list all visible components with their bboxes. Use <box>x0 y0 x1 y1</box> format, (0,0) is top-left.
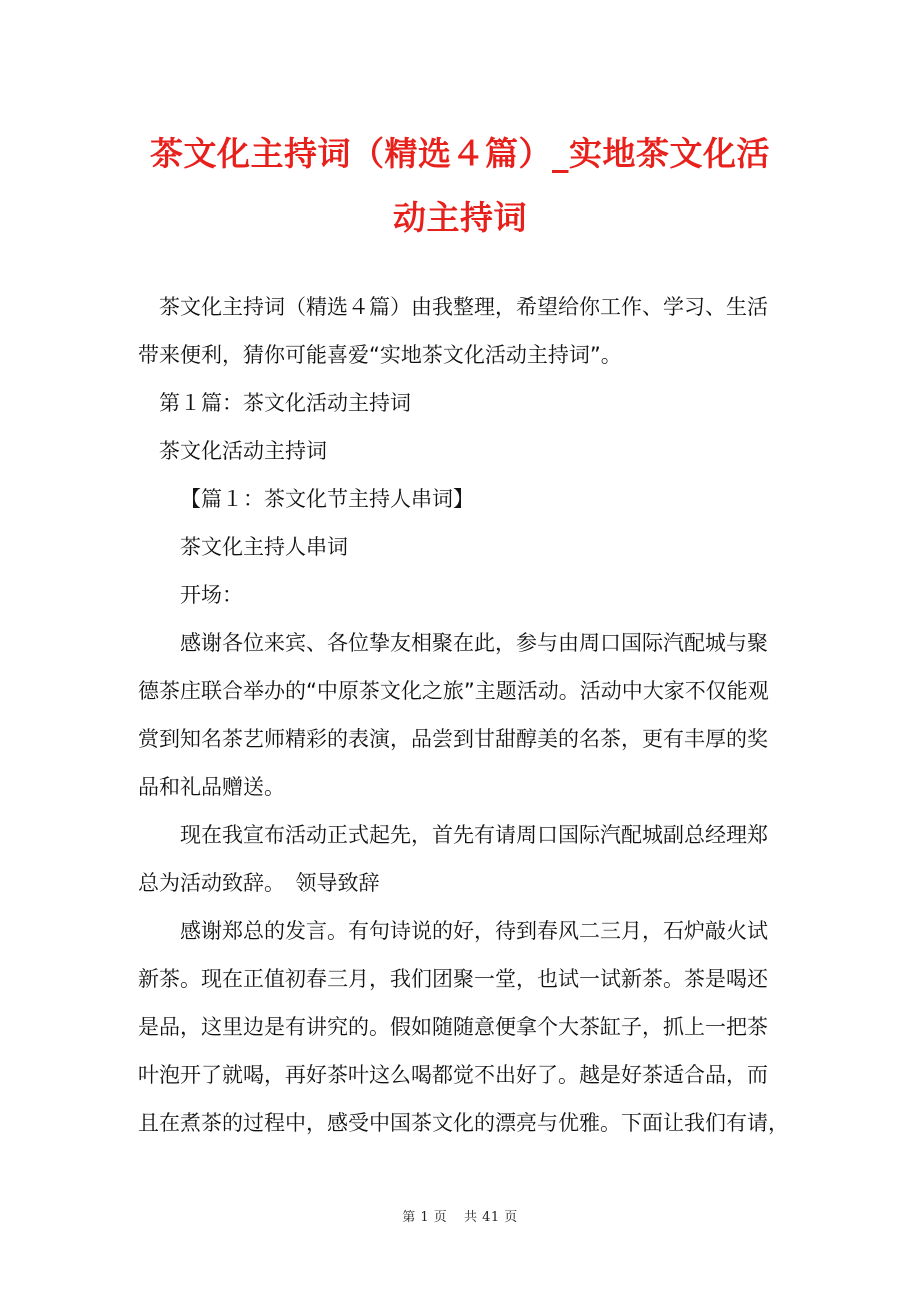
text-line: 感谢郑总的发言。有句诗说的好，待到春风二三月，石炉敲火试 <box>180 919 768 943</box>
text-line: 茶文化主持人串词 <box>180 535 348 559</box>
document-title <box>110 122 810 250</box>
text-line: 叶泡开了就喝，再好茶叶这么喝都觉不出好了。越是好茶适合品，而 <box>138 1063 768 1087</box>
text-line: 茶文化活动主持词 <box>159 439 327 463</box>
paragraph <box>138 427 798 475</box>
paragraph <box>138 283 798 379</box>
text-line: 品和礼品赠送。 <box>138 775 285 799</box>
page-number: 第 1 页 <box>402 1210 448 1225</box>
title-line-2: 动主持词 <box>393 198 527 237</box>
text-line: 开场： <box>180 583 243 607</box>
text-line: 现在我宣布活动正式起先，首先有请周口国际汽配城副总经理郑 <box>180 823 768 847</box>
text-line: 是品，这里边是有讲究的。假如随随意便拿个大茶缸子，抓上一把茶 <box>138 1015 768 1039</box>
paragraph <box>138 907 798 1147</box>
text-line: 感谢各位来宾、各位挚友相聚在此，参与由周口国际汽配城与聚 <box>180 631 768 655</box>
text-line: 德茶庄联合举办的“中原茶文化之旅”主题活动。活动中大家不仅能观 <box>138 679 769 703</box>
title-line-1: 茶文化主持词（精选４篇）_实地茶文化活 <box>150 134 770 173</box>
text-line: 茶文化主持词（精选４篇）由我整理，希望给你工作、学习、生活 <box>159 295 768 319</box>
page-footer <box>0 1206 920 1225</box>
paragraph <box>138 811 798 907</box>
paragraph <box>138 523 798 571</box>
text-line: 新茶。现在正值初春三月，我们团聚一堂，也试一试新茶。茶是喝还 <box>138 967 768 991</box>
page-total: 共 41 页 <box>463 1210 518 1225</box>
paragraph <box>138 571 798 619</box>
text-line: 且在煮茶的过程中，感受中国茶文化的漂亮与优雅。下面让我们有请， <box>138 1111 789 1135</box>
document-body <box>138 283 798 1147</box>
paragraph <box>138 379 798 427</box>
paragraph <box>138 475 798 523</box>
paragraph <box>138 619 798 811</box>
text-line: 带来便利，猜你可能喜爱“实地茶文化活动主持词”。 <box>138 343 622 367</box>
text-line: 总为活动致辞。 领导致辞 <box>138 871 380 895</box>
text-line: 第１篇：茶文化活动主持词 <box>159 391 411 415</box>
text-line: 【篇１：茶文化节主持人串词】 <box>180 487 474 511</box>
text-line: 赏到知名茶艺师精彩的表演，品尝到甘甜醇美的名茶，更有丰厚的奖 <box>138 727 768 751</box>
